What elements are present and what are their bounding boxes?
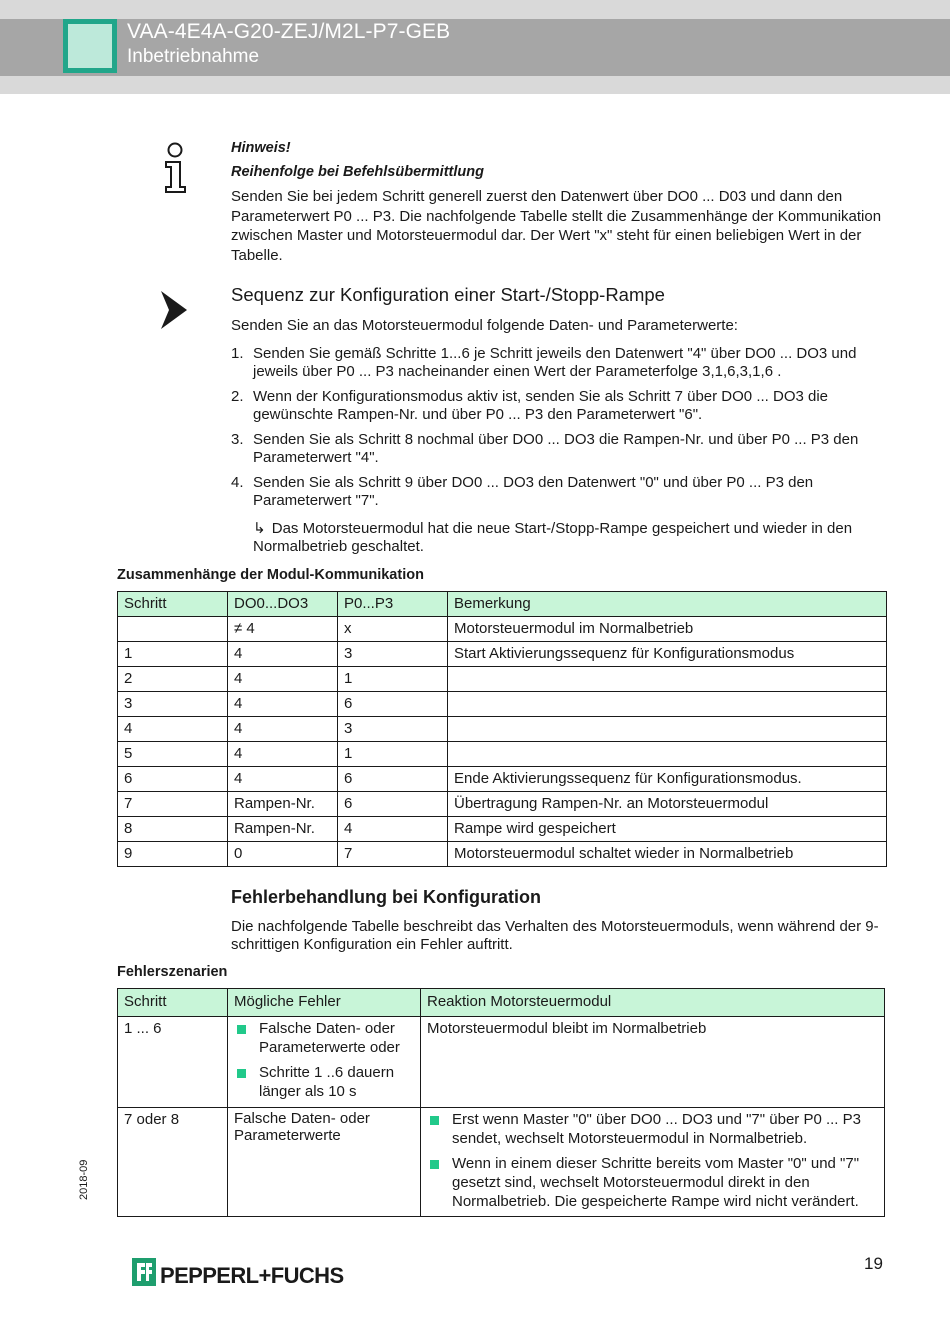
table-cell: 3 (338, 642, 448, 667)
table-row (118, 842, 887, 867)
list-item-text: Wenn in einem dieser Schritte bereits vom Master "0" und "7" gesetzt sind, wechselt Motorsteuermodul direkt in den Normalbetrieb. Die gespeicherte Rampe wird nicht verändert. (452, 1155, 860, 1210)
table-cell: 1 (338, 667, 448, 692)
table-row (118, 817, 887, 842)
column-header: Bemerkung (448, 592, 887, 617)
table-cell: 9 (118, 842, 228, 867)
table-cell: 3 (338, 717, 448, 742)
table-cell: 4 (228, 767, 338, 792)
table-row (118, 667, 887, 692)
table-cell: 3 (118, 692, 228, 717)
instructions-intro: Senden Sie an das Motorsteuermodul folgende Daten- und Parameterwerte: (231, 317, 738, 334)
list-item (234, 1063, 414, 1101)
table-cell (448, 742, 887, 767)
document-title: VAA-4E4A-G20-ZEJ/M2L-P7-GEB (127, 20, 451, 43)
note-title: Hinweis! (231, 140, 291, 156)
table-cell: 1 (118, 642, 228, 667)
list-item (234, 1019, 414, 1057)
step-number: 2. (231, 388, 244, 405)
reaction-list (427, 1110, 878, 1211)
error-scenarios-table (117, 988, 885, 1217)
table-cell: Rampen-Nr. (228, 817, 338, 842)
pepperl-fuchs-logo-icon (132, 1258, 156, 1286)
table-row (118, 767, 887, 792)
table-cell: 6 (338, 767, 448, 792)
step-text: Senden Sie als Schritt 8 nochmal über DO0 ... DO3 die Rampen-Nr. und über P0 ... P3 den Parameterwert "4". (253, 431, 859, 466)
step-number: 3. (231, 431, 244, 448)
page-number: 19 (864, 1254, 883, 1273)
bullet-icon (237, 1069, 246, 1078)
header-bottom-strip (0, 76, 950, 94)
table-cell: Ende Aktivierungssequenz für Konfigurationsmodus. (448, 767, 887, 792)
table-cell (448, 717, 887, 742)
table-row (118, 1017, 885, 1108)
list-item-text: Falsche Daten- oder Parameterwerte oder (259, 1020, 400, 1056)
header-square-inner (68, 24, 112, 68)
section-title: Inbetriebnahme (127, 46, 260, 67)
table-cell: 4 (228, 692, 338, 717)
list-item-text: Schritte 1 ..6 dauern länger als 10 s (259, 1064, 395, 1100)
arrow-right-icon (160, 290, 188, 330)
table-cell: 7 (118, 792, 228, 817)
table-cell: 4 (228, 642, 338, 667)
table-row (118, 642, 887, 667)
table-cell (448, 667, 887, 692)
bullet-icon (430, 1116, 439, 1125)
table-cell: 6 (338, 792, 448, 817)
table-cell: 6 (118, 767, 228, 792)
column-header: Schritt (118, 989, 228, 1017)
note-text: Senden Sie bei jedem Schritt generell zuerst den Datenwert über DO0 ... D03 und dann den Parameterwert P0 ... P3. Die nachfolgende Tabelle stellt die Zusammenhänge der Kommunikation zwischen Master und Motorsteuermodul dar. Der Wert "x" steht für einen beliebigen Wert in der Tabelle. (231, 188, 882, 264)
table-cell: Rampe wird gespeichert (448, 817, 887, 842)
table-cell: 8 (118, 817, 228, 842)
brand-logo: PEPPERL+FUCHS (160, 1263, 344, 1288)
table-row (118, 742, 887, 767)
list-item (427, 1154, 878, 1211)
column-header: Schritt (118, 592, 228, 617)
table-cell: Übertragung Rampen-Nr. an Motorsteuermodul (448, 792, 887, 817)
table1-caption: Zusammenhänge der Modul-Kommunikation (117, 567, 424, 583)
table-cell (228, 1017, 421, 1108)
bullet-icon (237, 1025, 246, 1034)
result-text (253, 520, 893, 556)
note-subtitle: Reihenfolge bei Befehlsübermittlung (231, 164, 484, 180)
table-cell: x (338, 617, 448, 642)
table-row (118, 792, 887, 817)
instructions-heading: Sequenz zur Konfiguration einer Start-/Stopp-Rampe (231, 284, 665, 305)
step-item (231, 474, 891, 510)
table-row (118, 617, 887, 642)
list-item (427, 1110, 878, 1148)
step-item (231, 345, 891, 381)
result-arrow-icon: ↳ (253, 520, 266, 537)
table-cell: Motorsteuermodul schaltet wieder in Normalbetrieb (448, 842, 887, 867)
table-cell: 4 (228, 717, 338, 742)
step-text: Senden Sie gemäß Schritte 1...6 je Schritt jeweils den Datenwert "4" über DO0 ... DO3 und jeweils über P0 ... P3 nacheinander einen Wert der Parameterfolge 3,1,6,3,1,6 . (253, 345, 857, 380)
result-body: Das Motorsteuermodul hat die neue Start-/Stopp-Rampe gespeichert und wieder in den Normalbetrieb geschaltet. (253, 520, 853, 555)
column-header: DO0...DO3 (228, 592, 338, 617)
error-list (234, 1019, 414, 1101)
table2-caption: Fehlerszenarien (117, 964, 228, 980)
table-cell: 4 (228, 667, 338, 692)
column-header: Reaktion Motorsteuermodul (421, 989, 885, 1017)
steps-list (231, 345, 891, 517)
error-handling-heading: Fehlerbehandlung bei Konfiguration (231, 887, 541, 907)
table-cell (448, 692, 887, 717)
error-handling-intro: Die nachfolgende Tabelle beschreibt das Verhalten des Motorsteuermoduls, wenn während der 9-schrittigen Konfiguration ein Fehler auftritt. (231, 918, 879, 953)
table-header-row (118, 592, 887, 617)
table-cell: 7 oder 8 (118, 1108, 228, 1217)
table-row (118, 692, 887, 717)
table-cell: 1 ... 6 (118, 1017, 228, 1108)
table-cell: Start Aktivierungssequenz für Konfigurationsmodus (448, 642, 887, 667)
column-header: P0...P3 (338, 592, 448, 617)
bullet-icon (430, 1160, 439, 1169)
header-top-strip (0, 0, 950, 19)
table-cell: 4 (228, 742, 338, 767)
table-cell: 0 (228, 842, 338, 867)
communication-table (117, 591, 887, 867)
table-cell (118, 617, 228, 642)
step-number: 4. (231, 474, 244, 491)
revision-date: 2018-09 (78, 1159, 90, 1200)
step-item (231, 431, 891, 467)
table-cell: 7 (338, 842, 448, 867)
table-cell: 4 (118, 717, 228, 742)
table-cell: Falsche Daten- oder Parameterwerte (228, 1108, 421, 1217)
table-row (118, 717, 887, 742)
table-cell: Motorsteuermodul im Normalbetrieb (448, 617, 887, 642)
table-cell: 6 (338, 692, 448, 717)
table-header-row (118, 989, 885, 1017)
table-cell: 2 (118, 667, 228, 692)
table-cell: Motorsteuermodul bleibt im Normalbetrieb (421, 1017, 885, 1108)
step-text: Wenn der Konfigurationsmodus aktiv ist, senden Sie als Schritt 7 über DO0 ... DO3 die gewünschte Rampen-Nr. und über P0 ... P3 den Parameterwert "6". (253, 388, 829, 423)
table-cell: 5 (118, 742, 228, 767)
table-cell: 1 (338, 742, 448, 767)
step-number: 1. (231, 345, 244, 362)
table-cell: ≠ 4 (228, 617, 338, 642)
table-row (118, 1108, 885, 1217)
step-text: Senden Sie als Schritt 9 über DO0 ... DO3 den Datenwert "0" und über P0 ... P3 den Parameterwert "7". (253, 474, 814, 509)
table-cell: Rampen-Nr. (228, 792, 338, 817)
column-header: Mögliche Fehler (228, 989, 421, 1017)
info-icon (158, 142, 192, 194)
table-cell (421, 1108, 885, 1217)
table-cell: 4 (338, 817, 448, 842)
step-item (231, 388, 891, 424)
list-item-text: Erst wenn Master "0" über DO0 ... DO3 und "7" über P0 ... P3 sendet, wechselt Motorsteuermodul in Normalbetrieb. (452, 1111, 861, 1147)
